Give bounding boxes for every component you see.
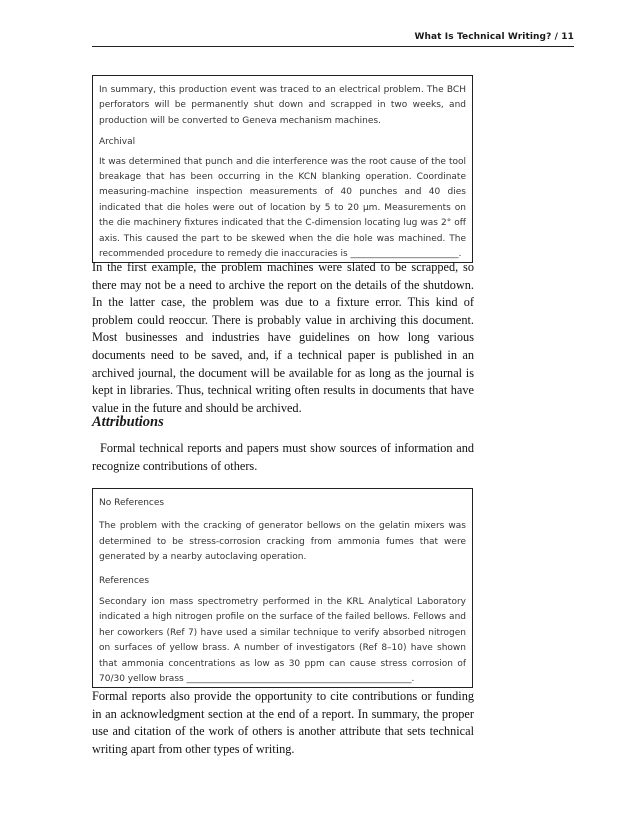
section-heading-attributions: Attributions	[92, 414, 164, 430]
paragraph-text: Formal technical reports and papers must show sources of information and recognize contributions of others.	[92, 441, 474, 473]
running-header	[92, 30, 574, 47]
archival-text: It was determined that punch and die interference was the root cause of the tool breakage that has been occurring in the KCN blanking operation. Coordinate measuring-machine inspection measurements of 40 punches and 40 dies indicated that die holes were out of location by 5 to 20 μm. Measurements on the die machinery fixtures indicated that the C-dimension locating lug was 2° off axis. This caused the part to be skewed when the die hole was machined. The recommended procedure to remedy die inaccuracies is ________________________.	[99, 156, 466, 260]
no-references-text: The problem with the cracking of generator bellows on the gelatin mixers was determined to be stress-corrosion cracking from ammonia fumes that were generated by a nearby autoclaving operation.	[99, 521, 466, 563]
summary-text: In summary, this production event was traced to an electrical problem. The BCH perforators will be permanently shut down and scrapped in two weeks, and production will be converted to Geneva mechanism machines.	[99, 85, 466, 126]
paragraph-text: In the first example, the problem machines were slated to be scrapped, so there may not be a need to archive the report on the details of the shutdown. In the latter case, the problem was due to a fixture error. This kind of problem could reoccur. There is probably value in archiving this document. Most businesses and industries have guidelines on how long various documents need to be saved, and, if a technical paper is published in an archived journal, the document will be available for as long as the journal is kept in libraries. Thus, technical writing often results in documents that have value in the future and should be archived.	[92, 260, 474, 415]
example-box-references	[92, 488, 473, 688]
references-label: References	[99, 575, 150, 586]
body-paragraph-attributions	[92, 440, 474, 475]
references-text: Secondary ion mass spectrometry performed in the KRL Analytical Laboratory indicated a high nitrogen profile on the surface of the failed bellows. Fellows and her coworkers (Ref 7) have used a similar technique to verify absorbed nitrogen on surfaces of yellow brass. A number of investigators (Ref 8–10) have shown that ammonia concentrations as low as 30 ppm can cause stress corrosion of 70/30 yellow brass __________________________________________________.	[99, 597, 466, 685]
no-references-label: No References	[99, 498, 165, 508]
example-box-archival	[92, 75, 473, 263]
body-paragraph-archiving	[92, 259, 474, 417]
archival-label: Archival	[99, 137, 136, 148]
body-paragraph-acknowledgment	[92, 688, 474, 758]
paragraph-text: Formal reports also provide the opportunity to cite contributions or funding in an acknowledgment section at the end of a report. In summary, the proper use and citation of the work of others is another attribute that sets technical writing apart from other types of writing.	[92, 689, 474, 756]
running-title: What Is Technical Writing? / 11	[414, 32, 574, 42]
